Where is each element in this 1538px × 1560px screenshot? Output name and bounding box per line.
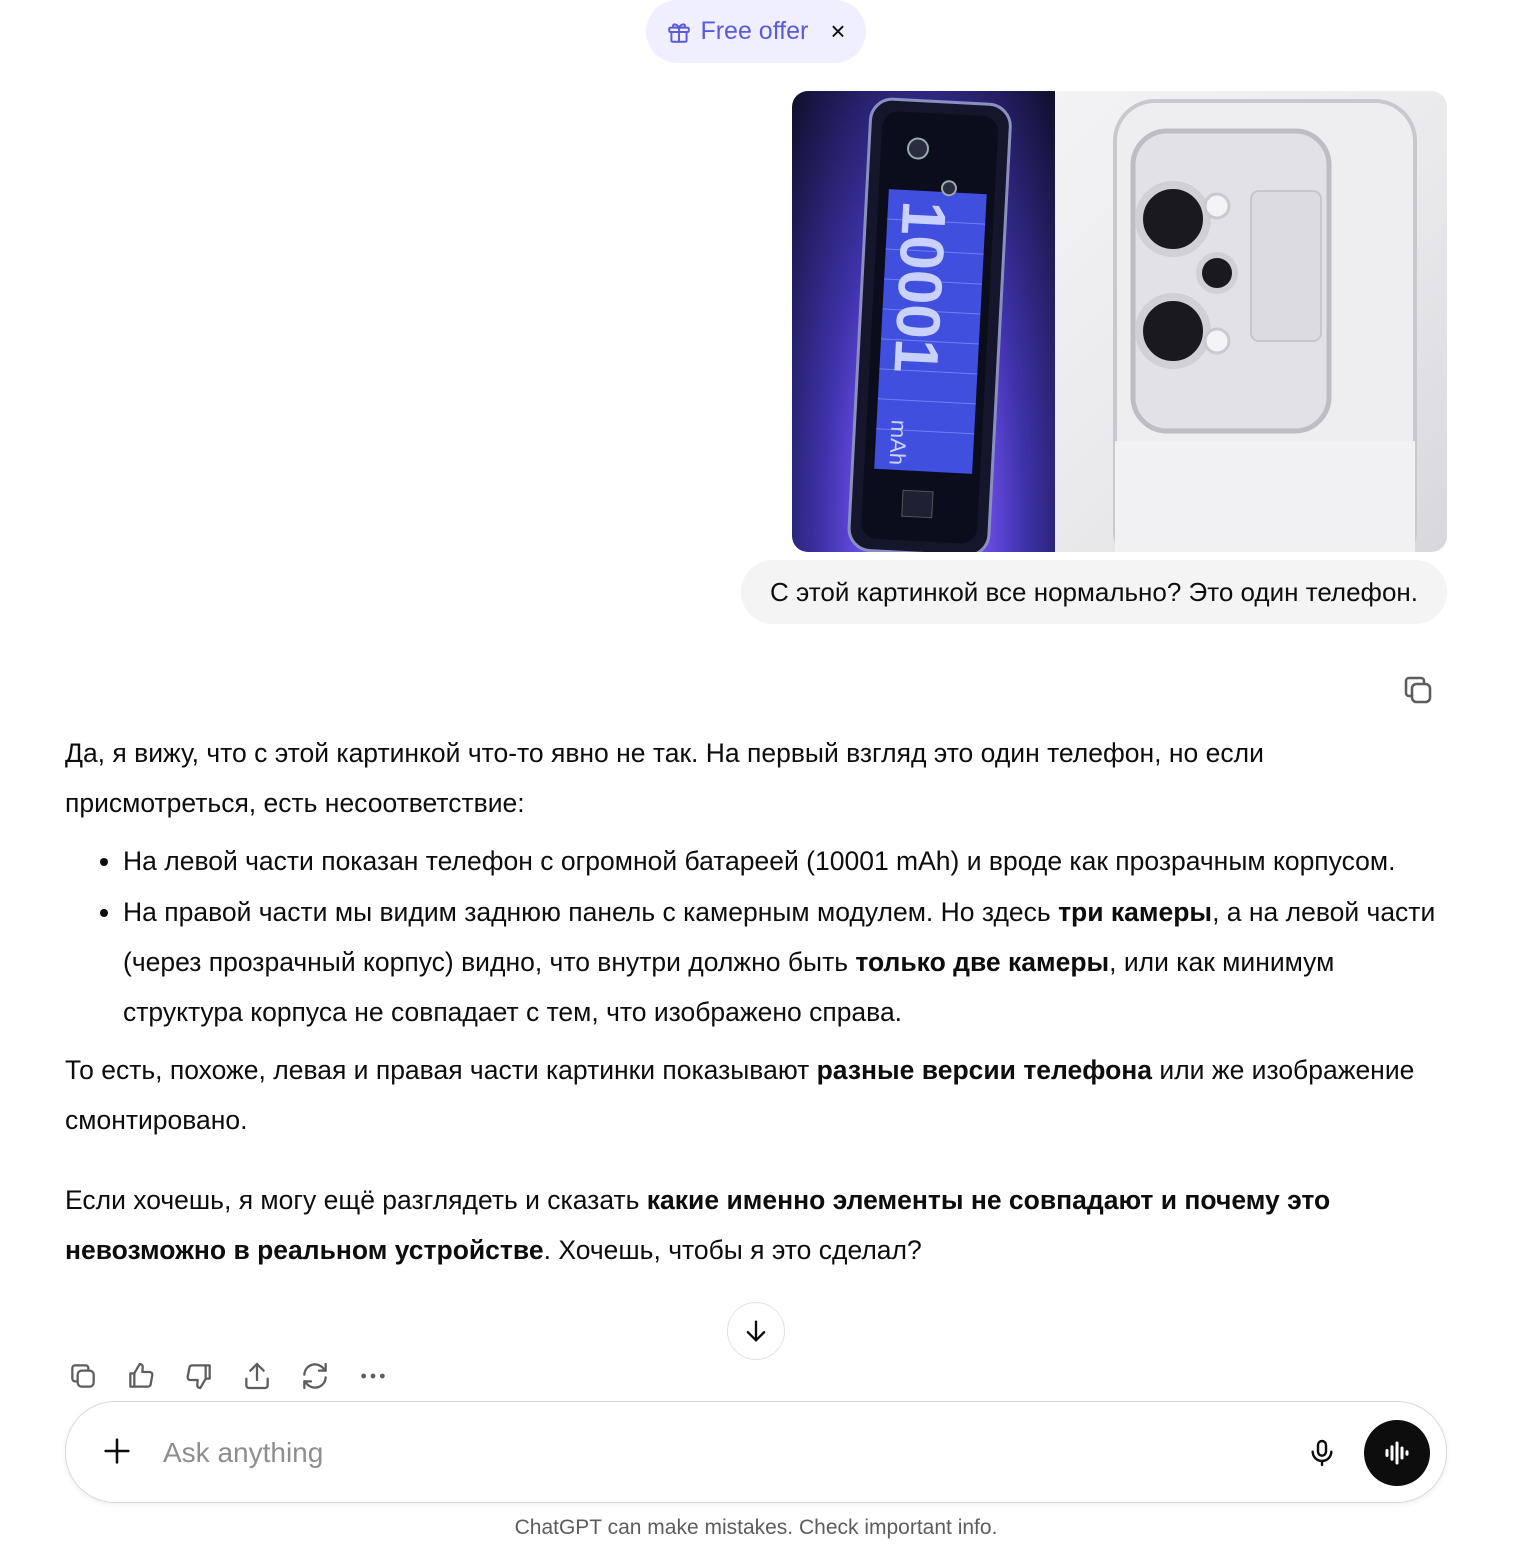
free-offer-pill[interactable] bbox=[646, 0, 866, 63]
bold-text: какие именно элементы не совпадают и почему это невозможно в реальном устройстве bbox=[65, 1185, 1331, 1265]
ask-input[interactable] bbox=[161, 1430, 1265, 1476]
scroll-down-button[interactable] bbox=[727, 1302, 785, 1360]
paragraph-text: То есть, похоже, левая и правая части картинки показывают bbox=[65, 1055, 817, 1085]
phone-battery-image bbox=[792, 91, 1055, 552]
gift-icon bbox=[666, 19, 692, 45]
bold-text: три камеры bbox=[1058, 897, 1213, 927]
close-icon[interactable]: × bbox=[830, 16, 846, 46]
free-offer-label: Free offer bbox=[700, 17, 809, 45]
battery-capacity-text: 10001 bbox=[880, 199, 959, 375]
plus-icon[interactable] bbox=[100, 1434, 134, 1468]
answer-conclusion bbox=[65, 1045, 1445, 1145]
more-icon[interactable] bbox=[355, 1358, 391, 1394]
paragraph-text: . Хочешь, чтобы я это сделал? bbox=[543, 1235, 922, 1265]
bullet-text: На правой части мы видим заднюю панель с камерным модулем. Но здесь bbox=[123, 897, 1059, 927]
answer-list bbox=[65, 836, 1445, 1037]
paragraph-text: Если хочешь, я могу ещё разглядеть и сказать bbox=[65, 1185, 647, 1215]
bullet-text: На левой части показан телефон с огромной батареей (10001 mAh) и вроде как прозрачным корпусом. bbox=[123, 846, 1396, 876]
thumbs-down-icon[interactable] bbox=[181, 1358, 217, 1394]
disclaimer: ChatGPT can make mistakes. Check important info. bbox=[514, 1516, 998, 1539]
answer-intro: Да, я вижу, что с этой картинкой что-то явно не так. На первый взгляд это один телефон, но если присмотреться, есть несоответствие: bbox=[65, 738, 1264, 818]
copy-icon[interactable] bbox=[65, 1358, 101, 1394]
phone-camera-back-image bbox=[1055, 91, 1447, 552]
waveform-icon bbox=[1382, 1438, 1412, 1468]
arrow-down-icon bbox=[742, 1317, 770, 1345]
list-item bbox=[123, 836, 1445, 886]
bullet-text: , или как минимум структура корпуса не совпадает с тем, что изображено справа. bbox=[123, 947, 1335, 1027]
paragraph-text: или же изображение смонтировано. bbox=[65, 1055, 1415, 1135]
microphone-icon[interactable] bbox=[1306, 1436, 1338, 1470]
user-message: С этой картинкой все нормально? Это один телефон. bbox=[741, 560, 1447, 624]
share-icon[interactable] bbox=[239, 1358, 275, 1394]
thumbs-up-icon[interactable] bbox=[123, 1358, 159, 1394]
regenerate-icon[interactable] bbox=[297, 1358, 333, 1394]
bullet-text: , а на левой части (через прозрачный корпус) видно, что внутри должно быть bbox=[123, 897, 1436, 977]
battery-unit-text: mAh bbox=[884, 419, 912, 466]
voice-mode-button[interactable] bbox=[1364, 1420, 1430, 1486]
bold-text: только две камеры bbox=[855, 947, 1110, 977]
attached-image[interactable] bbox=[792, 91, 1447, 552]
composer bbox=[65, 1401, 1447, 1503]
list-item bbox=[123, 887, 1445, 1037]
bold-text: разные версии телефона bbox=[816, 1055, 1153, 1085]
message-actions bbox=[65, 1356, 391, 1396]
assistant-message bbox=[65, 728, 1445, 1275]
answer-followup bbox=[65, 1175, 1445, 1275]
copy-icon[interactable] bbox=[1400, 672, 1436, 708]
